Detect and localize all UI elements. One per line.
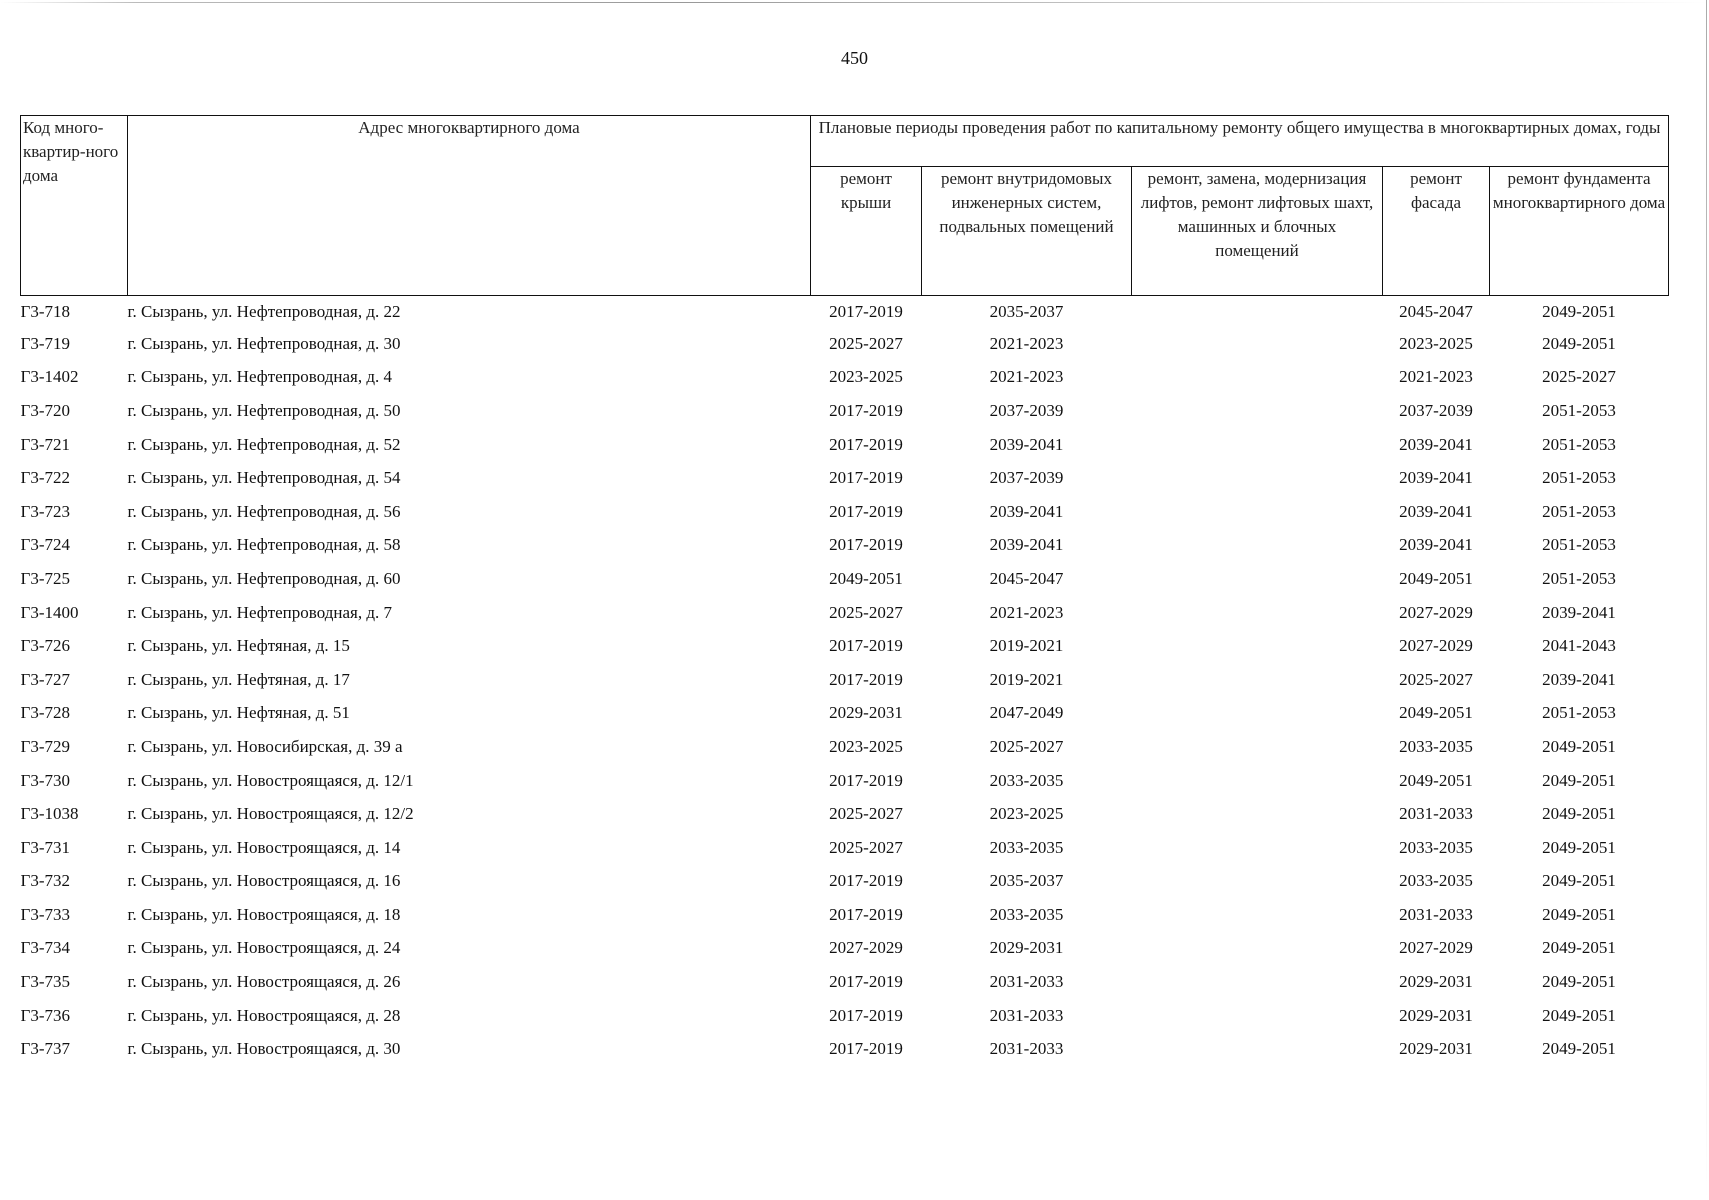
table-row bbox=[21, 629, 1669, 663]
cell-foundation: 2049-2051 bbox=[1542, 837, 1616, 857]
cell-foundation: 2041-2043 bbox=[1542, 636, 1616, 656]
cell-code: Г3-736 bbox=[20, 1005, 70, 1025]
cell-foundation: 2049-2051 bbox=[1542, 972, 1616, 992]
cell-code: Г3-732 bbox=[20, 871, 70, 891]
cell-facade: 2031-2033 bbox=[1399, 804, 1473, 824]
table-header bbox=[21, 116, 1669, 296]
table-row bbox=[21, 495, 1669, 529]
table-row bbox=[21, 663, 1669, 697]
table-row bbox=[21, 697, 1669, 731]
cell-elevators bbox=[1132, 999, 1383, 1033]
cell-address: г. Сызрань, ул. Нефтепроводная, д. 22 bbox=[127, 301, 401, 321]
header-planned-periods: Плановые периоды проведения работ по капитальному ремонту общего имущества в многоквартирных домах, годы bbox=[811, 116, 1669, 167]
cell-address: г. Сызрань, ул. Новостроящаяся, д. 18 bbox=[127, 904, 401, 924]
cell-address: г. Сызрань, ул. Новостроящаяся, д. 28 bbox=[127, 1005, 401, 1025]
header-row-top bbox=[21, 116, 1669, 167]
cell-elevators bbox=[1132, 629, 1383, 663]
cell-elevators bbox=[1132, 898, 1383, 932]
cell-roof: 2023-2025 bbox=[829, 367, 903, 387]
cell-code: Г3-721 bbox=[20, 434, 70, 454]
header-elevators: ремонт, замена, модернизация лифтов, ремонт лифтовых шахт, машинных и блочных помещений bbox=[1132, 167, 1383, 296]
cell-address: г. Сызрань, ул. Нефтепроводная, д. 52 bbox=[127, 434, 401, 454]
table-body bbox=[21, 296, 1669, 1067]
cell-elevators bbox=[1132, 596, 1383, 630]
cell-foundation: 2049-2051 bbox=[1542, 871, 1616, 891]
table-row bbox=[21, 596, 1669, 630]
cell-foundation: 2051-2053 bbox=[1542, 400, 1616, 420]
cell-engineering: 2033-2035 bbox=[989, 837, 1064, 857]
cell-facade: 2039-2041 bbox=[1399, 434, 1473, 454]
cell-elevators bbox=[1132, 562, 1383, 596]
cell-facade: 2021-2023 bbox=[1399, 367, 1473, 387]
header-roof: ремонт крыши bbox=[811, 167, 922, 296]
cell-elevators bbox=[1132, 865, 1383, 899]
cell-address: г. Сызрань, ул. Нефтяная, д. 17 bbox=[127, 669, 350, 689]
cell-roof: 2025-2027 bbox=[829, 837, 903, 857]
cell-elevators bbox=[1132, 965, 1383, 999]
table-row bbox=[21, 327, 1669, 361]
cell-address: г. Сызрань, ул. Новостроящаяся, д. 16 bbox=[127, 871, 401, 891]
cell-facade: 2033-2035 bbox=[1399, 736, 1473, 756]
cell-code: Г3-728 bbox=[20, 703, 70, 723]
cell-elevators bbox=[1132, 529, 1383, 563]
cell-address: г. Сызрань, ул. Нефтяная, д. 15 bbox=[127, 636, 350, 656]
cell-elevators bbox=[1132, 461, 1383, 495]
table-row bbox=[21, 730, 1669, 764]
cell-engineering: 2033-2035 bbox=[989, 770, 1064, 790]
cell-foundation: 2039-2041 bbox=[1542, 602, 1616, 622]
cell-roof: 2017-2019 bbox=[829, 669, 903, 689]
cell-foundation: 2049-2051 bbox=[1542, 904, 1616, 924]
table-row bbox=[21, 361, 1669, 395]
cell-foundation: 2049-2051 bbox=[1542, 1039, 1616, 1059]
cell-roof: 2029-2031 bbox=[829, 703, 903, 723]
cell-elevators bbox=[1132, 797, 1383, 831]
cell-engineering: 2031-2033 bbox=[989, 1005, 1064, 1025]
cell-code: Г3-726 bbox=[20, 636, 70, 656]
scan-edge-top bbox=[0, 2, 1709, 3]
cell-engineering: 2031-2033 bbox=[989, 972, 1064, 992]
cell-foundation: 2051-2053 bbox=[1542, 568, 1616, 588]
capital-repair-table bbox=[20, 115, 1669, 1066]
page-number: 450 bbox=[841, 48, 868, 68]
table-row bbox=[21, 394, 1669, 428]
cell-elevators bbox=[1132, 495, 1383, 529]
cell-facade: 2037-2039 bbox=[1399, 400, 1473, 420]
table-row bbox=[21, 428, 1669, 462]
cell-facade: 2029-2031 bbox=[1399, 1005, 1473, 1025]
cell-facade: 2027-2029 bbox=[1399, 636, 1473, 656]
cell-engineering: 2037-2039 bbox=[989, 400, 1064, 420]
cell-code: Г3-1038 bbox=[20, 804, 79, 824]
cell-engineering: 2025-2027 bbox=[989, 736, 1064, 756]
cell-engineering: 2021-2023 bbox=[989, 367, 1064, 387]
cell-elevators bbox=[1132, 394, 1383, 428]
table-row bbox=[21, 562, 1669, 596]
cell-elevators bbox=[1132, 296, 1383, 328]
cell-code: Г3-733 bbox=[20, 904, 70, 924]
cell-roof: 2017-2019 bbox=[829, 501, 903, 521]
cell-foundation: 2051-2053 bbox=[1542, 535, 1616, 555]
cell-address: г. Сызрань, ул. Новосибирская, д. 39 а bbox=[127, 736, 403, 756]
cell-roof: 2017-2019 bbox=[829, 400, 903, 420]
cell-roof: 2025-2027 bbox=[829, 333, 903, 353]
header-engineering: ремонт внутридомовых инженерных систем, подвальных помещений bbox=[922, 167, 1132, 296]
cell-engineering: 2039-2041 bbox=[989, 434, 1064, 454]
cell-foundation: 2049-2051 bbox=[1542, 1005, 1616, 1025]
table-row bbox=[21, 1032, 1669, 1066]
cell-roof: 2017-2019 bbox=[829, 434, 903, 454]
cell-foundation: 2025-2027 bbox=[1542, 367, 1616, 387]
cell-elevators bbox=[1132, 361, 1383, 395]
table-row bbox=[21, 797, 1669, 831]
cell-code: Г3-737 bbox=[20, 1039, 70, 1059]
cell-elevators bbox=[1132, 697, 1383, 731]
table-row bbox=[21, 529, 1669, 563]
table-row bbox=[21, 932, 1669, 966]
cell-address: г. Сызрань, ул. Новостроящаяся, д. 26 bbox=[127, 972, 401, 992]
cell-foundation: 2049-2051 bbox=[1542, 736, 1616, 756]
cell-engineering: 2029-2031 bbox=[989, 938, 1064, 958]
cell-facade: 2049-2051 bbox=[1399, 703, 1473, 723]
cell-code: Г3-730 bbox=[20, 770, 70, 790]
table-row bbox=[21, 965, 1669, 999]
table-row bbox=[21, 999, 1669, 1033]
cell-facade: 2049-2051 bbox=[1399, 770, 1473, 790]
cell-roof: 2017-2019 bbox=[829, 301, 903, 321]
cell-elevators bbox=[1132, 831, 1383, 865]
header-code: Код много-квартир-ного дома bbox=[21, 116, 128, 296]
cell-facade: 2027-2029 bbox=[1399, 602, 1473, 622]
cell-facade: 2033-2035 bbox=[1399, 871, 1473, 891]
cell-address: г. Сызрань, ул. Нефтепроводная, д. 4 bbox=[127, 367, 392, 387]
cell-foundation: 2049-2051 bbox=[1542, 333, 1616, 353]
cell-address: г. Сызрань, ул. Нефтепроводная, д. 56 bbox=[127, 501, 401, 521]
cell-facade: 2045-2047 bbox=[1399, 301, 1473, 321]
header-foundation: ремонт фундамента многоквартирного дома bbox=[1490, 167, 1669, 296]
cell-address: г. Сызрань, ул. Нефтепроводная, д. 58 bbox=[127, 535, 401, 555]
cell-address: г. Сызрань, ул. Новостроящаяся, д. 14 bbox=[127, 837, 401, 857]
cell-elevators bbox=[1132, 1032, 1383, 1066]
cell-foundation: 2051-2053 bbox=[1542, 703, 1616, 723]
table-row bbox=[21, 461, 1669, 495]
cell-engineering: 2019-2021 bbox=[989, 669, 1064, 689]
cell-engineering: 2045-2047 bbox=[989, 568, 1064, 588]
cell-code: Г3-1400 bbox=[20, 602, 79, 622]
cell-code: Г3-719 bbox=[20, 333, 70, 353]
table-row bbox=[21, 296, 1669, 328]
cell-facade: 2039-2041 bbox=[1399, 501, 1473, 521]
table-row bbox=[21, 898, 1669, 932]
table-row bbox=[21, 764, 1669, 798]
cell-code: Г3-725 bbox=[20, 568, 70, 588]
cell-elevators bbox=[1132, 428, 1383, 462]
cell-code: Г3-723 bbox=[20, 501, 70, 521]
cell-roof: 2017-2019 bbox=[829, 904, 903, 924]
cell-address: г. Сызрань, ул. Нефтепроводная, д. 30 bbox=[127, 333, 401, 353]
cell-facade: 2029-2031 bbox=[1399, 972, 1473, 992]
scan-edge-right bbox=[1706, 0, 1707, 1200]
cell-foundation: 2051-2053 bbox=[1542, 468, 1616, 488]
cell-roof: 2025-2027 bbox=[829, 804, 903, 824]
cell-facade: 2027-2029 bbox=[1399, 938, 1473, 958]
cell-engineering: 2031-2033 bbox=[989, 1039, 1064, 1059]
table-row bbox=[21, 865, 1669, 899]
cell-code: Г3-1402 bbox=[20, 367, 79, 387]
cell-foundation: 2049-2051 bbox=[1542, 301, 1616, 321]
cell-elevators bbox=[1132, 764, 1383, 798]
cell-address: г. Сызрань, ул. Новостроящаяся, д. 12/2 bbox=[127, 804, 414, 824]
cell-engineering: 2019-2021 bbox=[989, 636, 1064, 656]
cell-foundation: 2051-2053 bbox=[1542, 434, 1616, 454]
cell-elevators bbox=[1132, 327, 1383, 361]
table-row bbox=[21, 831, 1669, 865]
header-facade: ремонт фасада bbox=[1383, 167, 1490, 296]
cell-engineering: 2021-2023 bbox=[989, 333, 1064, 353]
cell-roof: 2027-2029 bbox=[829, 938, 903, 958]
cell-engineering: 2035-2037 bbox=[989, 871, 1064, 891]
cell-roof: 2017-2019 bbox=[829, 770, 903, 790]
cell-code: Г3-718 bbox=[20, 301, 70, 321]
cell-foundation: 2039-2041 bbox=[1542, 669, 1616, 689]
cell-facade: 2039-2041 bbox=[1399, 468, 1473, 488]
cell-roof: 2017-2019 bbox=[829, 871, 903, 891]
cell-code: Г3-720 bbox=[20, 400, 70, 420]
cell-code: Г3-727 bbox=[20, 669, 70, 689]
cell-elevators bbox=[1132, 730, 1383, 764]
cell-foundation: 2049-2051 bbox=[1542, 938, 1616, 958]
cell-facade: 2023-2025 bbox=[1399, 333, 1473, 353]
cell-foundation: 2049-2051 bbox=[1542, 770, 1616, 790]
cell-facade: 2029-2031 bbox=[1399, 1039, 1473, 1059]
cell-facade: 2033-2035 bbox=[1399, 837, 1473, 857]
cell-elevators bbox=[1132, 663, 1383, 697]
cell-engineering: 2047-2049 bbox=[989, 703, 1064, 723]
cell-address: г. Сызрань, ул. Новостроящаяся, д. 12/1 bbox=[127, 770, 414, 790]
header-address: Адрес многоквартирного дома bbox=[128, 116, 811, 296]
cell-engineering: 2021-2023 bbox=[989, 602, 1064, 622]
cell-engineering: 2039-2041 bbox=[989, 501, 1064, 521]
cell-address: г. Сызрань, ул. Нефтепроводная, д. 50 bbox=[127, 400, 401, 420]
cell-roof: 2049-2051 bbox=[829, 568, 903, 588]
cell-engineering: 2037-2039 bbox=[989, 468, 1064, 488]
cell-roof: 2023-2025 bbox=[829, 736, 903, 756]
cell-address: г. Сызрань, ул. Нефтепроводная, д. 7 bbox=[127, 602, 392, 622]
cell-roof: 2017-2019 bbox=[829, 1005, 903, 1025]
cell-roof: 2017-2019 bbox=[829, 636, 903, 656]
cell-engineering: 2035-2037 bbox=[989, 301, 1064, 321]
cell-address: г. Сызрань, ул. Новостроящаяся, д. 30 bbox=[127, 1039, 401, 1059]
cell-address: г. Сызрань, ул. Нефтепроводная, д. 60 bbox=[127, 568, 401, 588]
cell-address: г. Сызрань, ул. Нефтяная, д. 51 bbox=[127, 703, 350, 723]
cell-code: Г3-722 bbox=[20, 468, 70, 488]
cell-foundation: 2051-2053 bbox=[1542, 501, 1616, 521]
cell-roof: 2017-2019 bbox=[829, 535, 903, 555]
cell-foundation: 2049-2051 bbox=[1542, 804, 1616, 824]
cell-engineering: 2023-2025 bbox=[989, 804, 1064, 824]
cell-facade: 2025-2027 bbox=[1399, 669, 1473, 689]
cell-facade: 2039-2041 bbox=[1399, 535, 1473, 555]
cell-roof: 2025-2027 bbox=[829, 602, 903, 622]
cell-engineering: 2033-2035 bbox=[989, 904, 1064, 924]
cell-facade: 2031-2033 bbox=[1399, 904, 1473, 924]
cell-code: Г3-729 bbox=[20, 736, 70, 756]
cell-elevators bbox=[1132, 932, 1383, 966]
cell-address: г. Сызрань, ул. Нефтепроводная, д. 54 bbox=[127, 468, 401, 488]
cell-code: Г3-735 bbox=[20, 972, 70, 992]
cell-roof: 2017-2019 bbox=[829, 972, 903, 992]
cell-code: Г3-734 bbox=[20, 938, 70, 958]
cell-code: Г3-724 bbox=[20, 535, 70, 555]
cell-engineering: 2039-2041 bbox=[989, 535, 1064, 555]
cell-facade: 2049-2051 bbox=[1399, 568, 1473, 588]
cell-address: г. Сызрань, ул. Новостроящаяся, д. 24 bbox=[127, 938, 401, 958]
cell-roof: 2017-2019 bbox=[829, 1039, 903, 1059]
cell-roof: 2017-2019 bbox=[829, 468, 903, 488]
cell-code: Г3-731 bbox=[20, 837, 70, 857]
